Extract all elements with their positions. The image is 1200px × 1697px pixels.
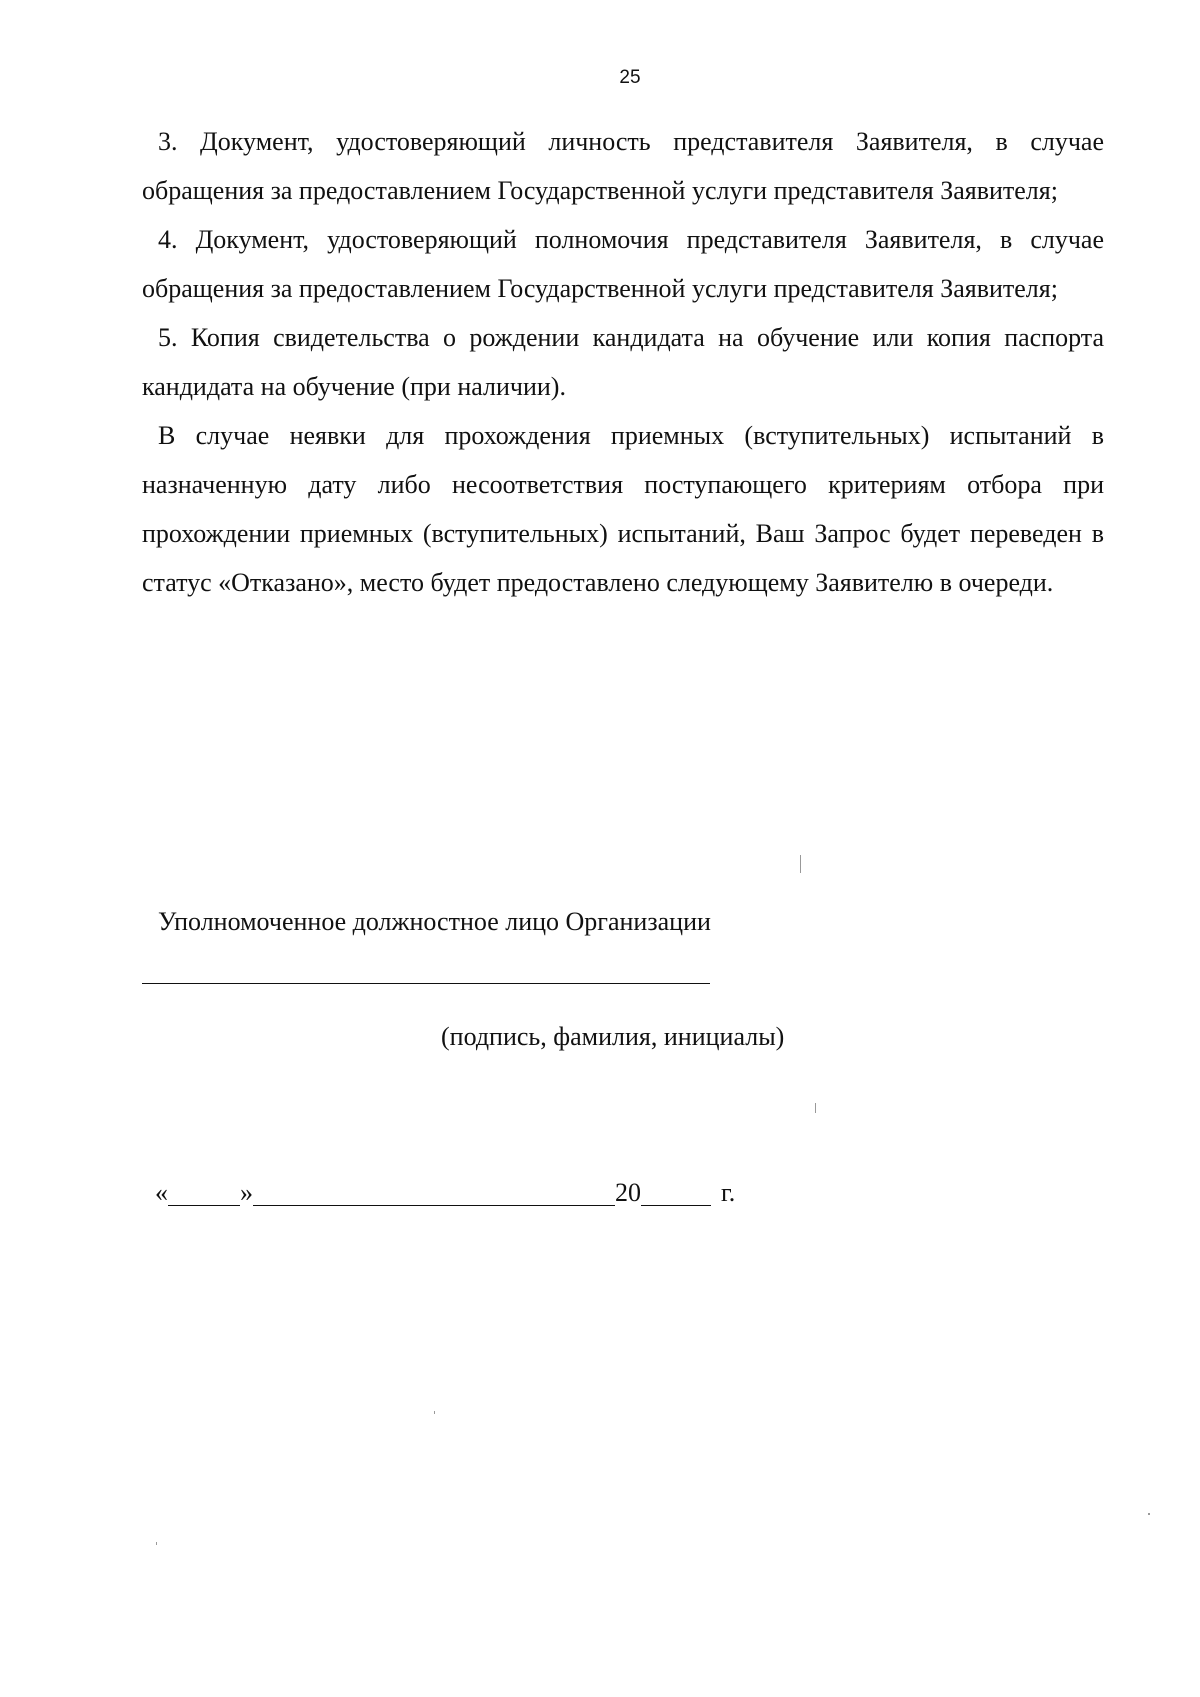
signature-caption: (подпись, фамилия, инициалы)	[441, 1022, 785, 1051]
year-suffix: г.	[721, 1178, 736, 1207]
scan-artifact	[815, 1103, 816, 1113]
scan-artifact	[156, 1542, 157, 1545]
date-open-quote: «	[155, 1178, 168, 1207]
year-century: 20	[615, 1178, 641, 1207]
signature-blank-line	[142, 983, 710, 984]
month-blank	[253, 1179, 615, 1206]
document-body	[142, 117, 1104, 607]
paragraph-item-5: 5. Копия свидетельства о рождении кандидата на обучение или копия паспорта кандидата на обучение (при наличии).	[142, 323, 1104, 401]
date-close-quote: »	[240, 1178, 253, 1207]
paragraph-item-4: 4. Документ, удостоверяющий полномочия представителя Заявителя, в случае обращения за предоставлением Государственной услуги представителя Заявителя;	[142, 225, 1104, 303]
year-blank	[641, 1179, 711, 1206]
day-blank	[168, 1179, 240, 1206]
scan-artifact	[434, 1411, 435, 1414]
scan-artifact	[800, 855, 801, 873]
date-line	[155, 1176, 735, 1210]
paragraph-refusal-notice: В случае неявки для прохождения приемных (вступительных) испытаний в назначенную дату либо несоответствия поступающего критериям отбора при прохождении приемных (вступительных) испытаний, Ваш Запрос будет переведен в статус «Отказано», место будет предоставлено следующему Заявителю в очереди.	[142, 421, 1104, 597]
scan-artifact	[1148, 1513, 1150, 1515]
paragraph-item-3: 3. Документ, удостоверяющий личность представителя Заявителя, в случае обращения за предоставлением Государственной услуги представителя Заявителя;	[142, 127, 1104, 205]
signature-label: Уполномоченное должностное лицо Организации	[158, 907, 711, 936]
page-number: 25	[619, 67, 641, 88]
